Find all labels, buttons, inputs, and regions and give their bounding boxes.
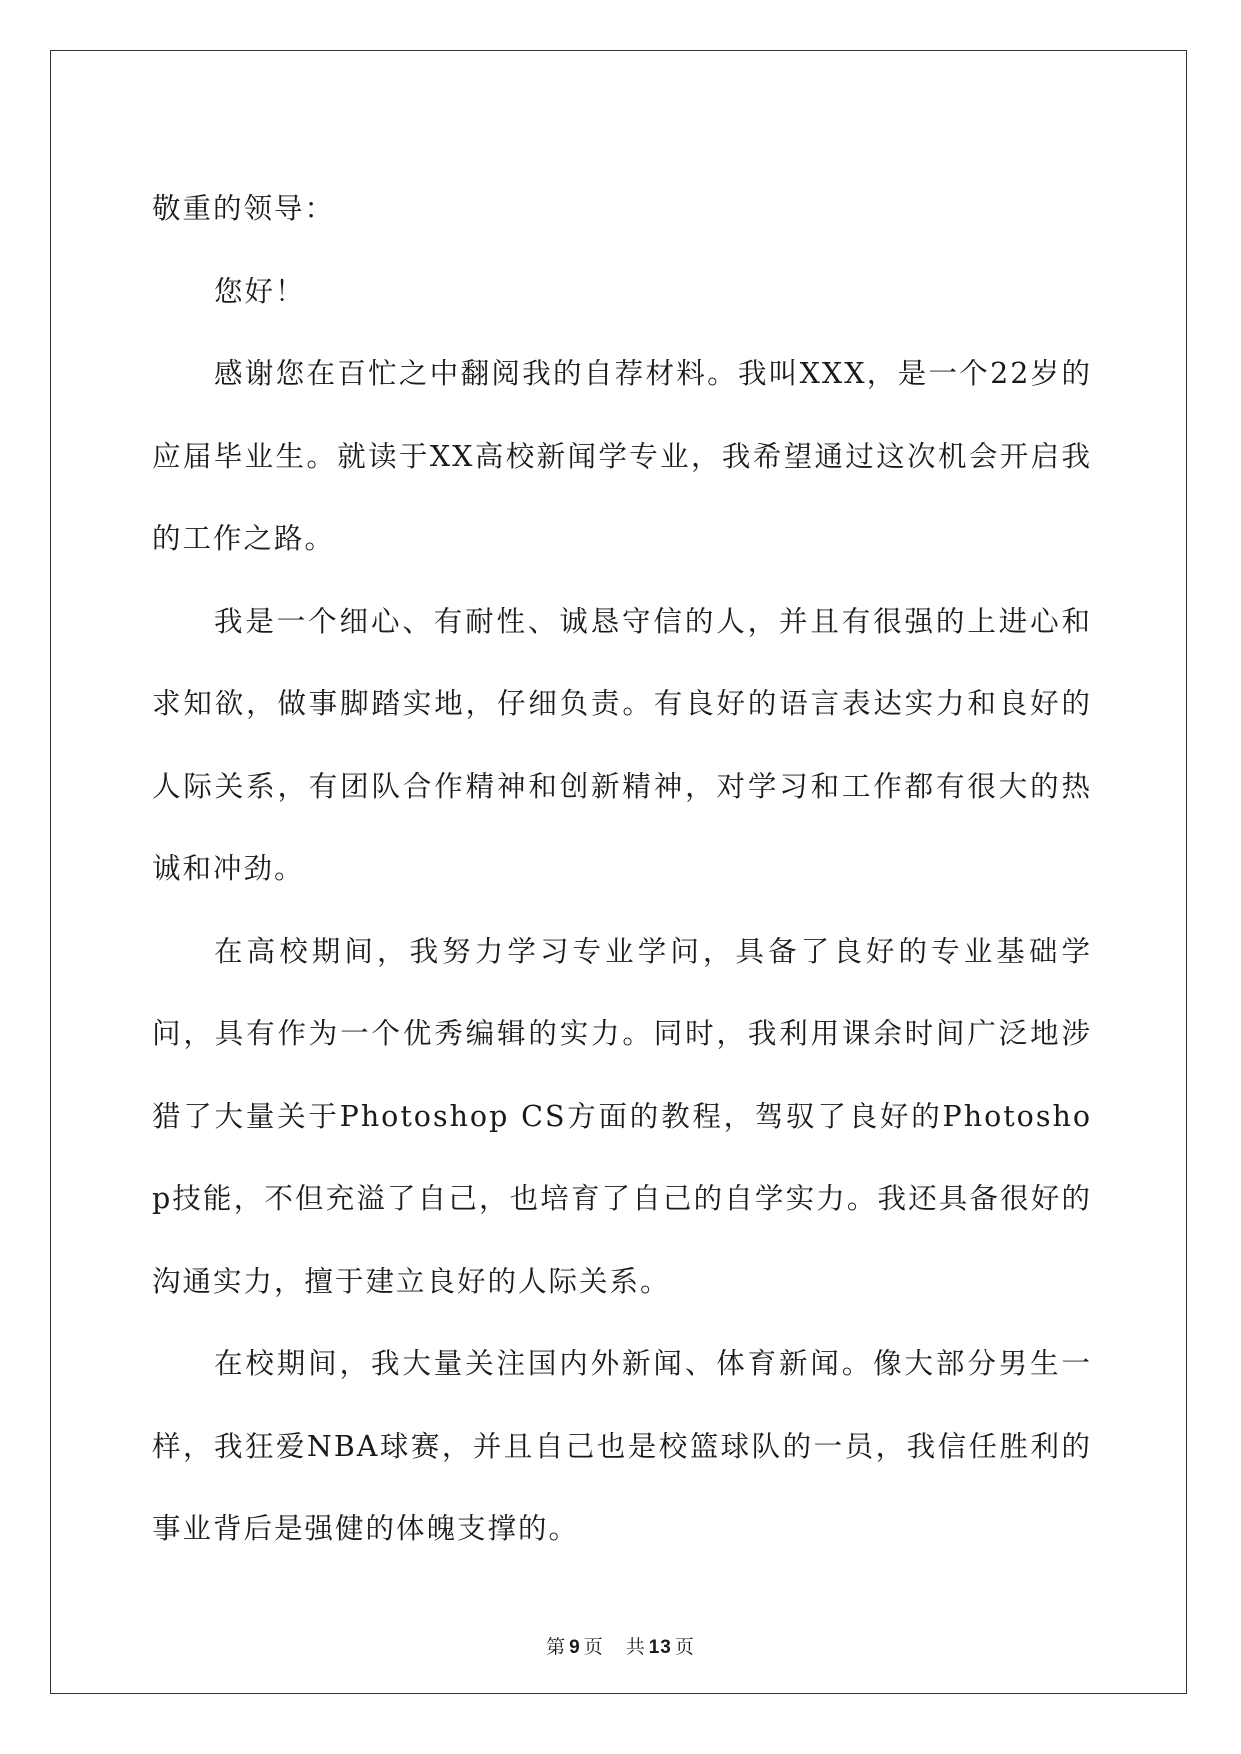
personality-paragraph: 我是一个细心、有耐性、诚恳守信的人，并且有很强的上进心和求知欲，做事脚踏实地，仔细负责。有良好的语言表达实力和良好的人际关系，有团队合作精神和创新精神，对学习和工作都有很大的热诚和冲劲。: [152, 604, 1092, 885]
page-footer: [0, 1632, 1241, 1659]
total-suffix: 页: [674, 1636, 695, 1658]
study-paragraph: 在高校期间，我努力学习专业学问，具备了良好的专业基础学问，具有作为一个优秀编辑的实力。同时，我利用课余时间广泛地涉猎了大量关于Photoshop CS方面的教程，驾驭了良好的Photoshop技能，不但充溢了自己，也培育了自己的自学实力。我还具备很好的沟通实力，擅于建立良好的人际关系。: [152, 934, 1092, 1298]
total-prefix: 共: [625, 1636, 646, 1658]
greeting-paragraph: 您好！: [214, 274, 306, 308]
intro-paragraph: 感谢您在百忙之中翻阅我的自荐材料。我叫XXX，是一个22岁的应届毕业生。就读于XX高校新闻学专业，我希望通过这次机会开启我的工作之路。: [152, 357, 1092, 555]
page-suffix: 页: [583, 1636, 604, 1658]
page-prefix: 第: [546, 1636, 567, 1658]
document-body: [152, 168, 1092, 1571]
hobby-paragraph: 在校期间，我大量关注国内外新闻、体育新闻。像大部分男生一样，我狂爱NBA球赛，并且自己也是校篮球队的一员，我信任胜利的事业背后是强健的体魄支撑的。: [152, 1347, 1092, 1545]
salutation: 敬重的领导：: [152, 192, 336, 225]
page-number: 9: [569, 1637, 581, 1658]
total-pages: 13: [648, 1637, 672, 1658]
